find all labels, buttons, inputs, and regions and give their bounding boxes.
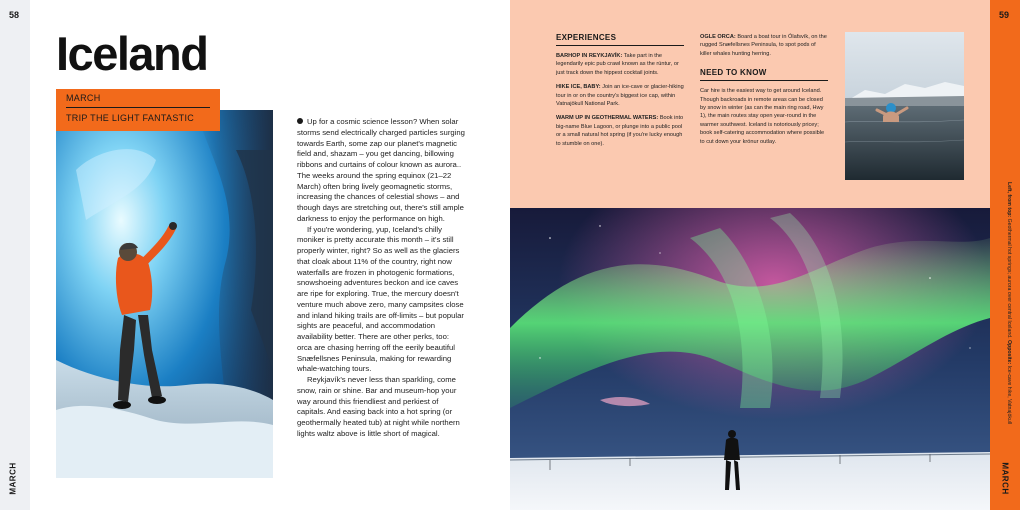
caption-text-2: Ice-cave hike, Vatnajökull bbox=[1006, 365, 1012, 425]
hot-spring-photo bbox=[845, 32, 964, 180]
caption-text: Geothermal hot springs; aurora over central Iceland. bbox=[1006, 218, 1012, 339]
experience-lead: OGLE ORCA: bbox=[700, 34, 736, 40]
body-paragraph bbox=[297, 117, 465, 225]
need-to-know-text: Car hire is the easiest way to get around Iceland. Though backroads in remote areas can be closed by snow in winter (as can the main ring road, Hwy 1), the main routes stay open year-round in the warmer southwest. Iceland is notoriously pricey; book self-catering accommodation where possible to cut down your krónur outlay. bbox=[700, 88, 825, 145]
experience-item bbox=[556, 52, 684, 77]
experiences-heading: EXPERIENCES bbox=[556, 33, 684, 46]
experiences-column bbox=[556, 33, 684, 154]
running-label-right: MARCH bbox=[1000, 462, 1010, 495]
body-paragraph: Reykjavík's never less than sparkling, come snow, rain or shine. Bar and museum-hop your way around this friendliest and perkiest of capitals. And easing back into a hot spring (or geothermally heated tub) at night while northern lights waltz above is little short of magical. bbox=[297, 375, 460, 438]
caption-lead: Left, from top: bbox=[1006, 182, 1012, 218]
bullet-icon bbox=[297, 118, 303, 124]
photo-caption-wrap bbox=[998, 182, 1012, 425]
experience-lead: WARM UP IN GEOTHERMAL WATERS: bbox=[556, 115, 659, 122]
tag-month: MARCH bbox=[66, 93, 210, 108]
running-label-left-wrap bbox=[5, 460, 25, 500]
photo-caption bbox=[1006, 182, 1012, 425]
ice-cave-photo bbox=[56, 110, 273, 478]
experience-item bbox=[556, 83, 684, 108]
experience-text: Join an ice-cave or glacier-hiking tour in or on the country's biggest ice cap, within Vatnajökull National Park. bbox=[556, 84, 684, 108]
running-label-right-wrap bbox=[995, 460, 1015, 500]
need-to-know-heading: NEED TO KNOW bbox=[700, 68, 828, 81]
caption-lead-2: Opposite: bbox=[1006, 340, 1012, 365]
tag-subtitle: TRIP THE LIGHT FANTASTIC bbox=[66, 113, 195, 123]
body-paragraph: If you're wondering, yup, Iceland's chilly moniker is pretty accurate this month – it's still properly winter, right? So as well as the glaciers that cloak about 11% of the country, right now waterfalls are frozen in photogenic formations, snowshoeing adventures beckon and ice caves are ripe for exploring. True, the mercury doesn't venture much above zero, many campsites close and inland hiking trails are off-limits – but popular sights are peaceful, and accommodation availability better. There are other perks, too: orca are chasing herring off the eerily beautiful Snæfellsnes Peninsula, making for rewarding whale-watching tours. bbox=[297, 224, 464, 374]
page-number-right: 59 bbox=[999, 10, 1010, 20]
experience-text: Book into big-name Blue Lagoon, or plunge into a public pool or a small natural hot spring (if you're lucky enough to stumble on one). bbox=[556, 115, 684, 147]
aurora-illustration bbox=[510, 208, 990, 510]
page-number-left: 58 bbox=[9, 10, 20, 20]
experience-lead: BARHOP IN REYKJAVÍK: bbox=[556, 53, 623, 59]
month-tag-box bbox=[56, 89, 220, 131]
experience-text: Board a boat tour in Ólafsvík, on the rugged Snæfellsnes Peninsula, to spot pods of killer whales hunting herring. bbox=[700, 34, 827, 57]
orca-and-need-to-know-column bbox=[700, 33, 828, 152]
aurora-photo bbox=[510, 208, 990, 510]
experience-lead: HIKE ICE, BABY: bbox=[556, 84, 601, 91]
experience-text: Take part in the legendarily epic pub crawl known as the rúntur, or just track down the hippest cocktail joints. bbox=[556, 53, 679, 76]
body-paragraph-text: Up for a cosmic science lesson? When solar storms send electrically charged particles surging towards Earth, some zap our planet's magnetic field and, shazam – you get dancing, billowing ribbons and curtains of colour known as aurora.. The weeks around the spring equinox (21–22 March) often bring lively geomagnetic storms, increasing the chances of celestial shows – and though days are stretching out, there's still ample darkness to enjoy the performance on high. bbox=[297, 117, 465, 223]
running-label-left: MARCH bbox=[8, 462, 18, 495]
ice-cave-illustration bbox=[56, 110, 273, 478]
page-title: Iceland bbox=[56, 27, 208, 80]
experience-item bbox=[700, 33, 828, 58]
hot-spring-illustration bbox=[845, 32, 964, 180]
left-page-edge-strip bbox=[0, 0, 30, 510]
body-text bbox=[297, 117, 465, 440]
experience-item bbox=[556, 114, 684, 148]
